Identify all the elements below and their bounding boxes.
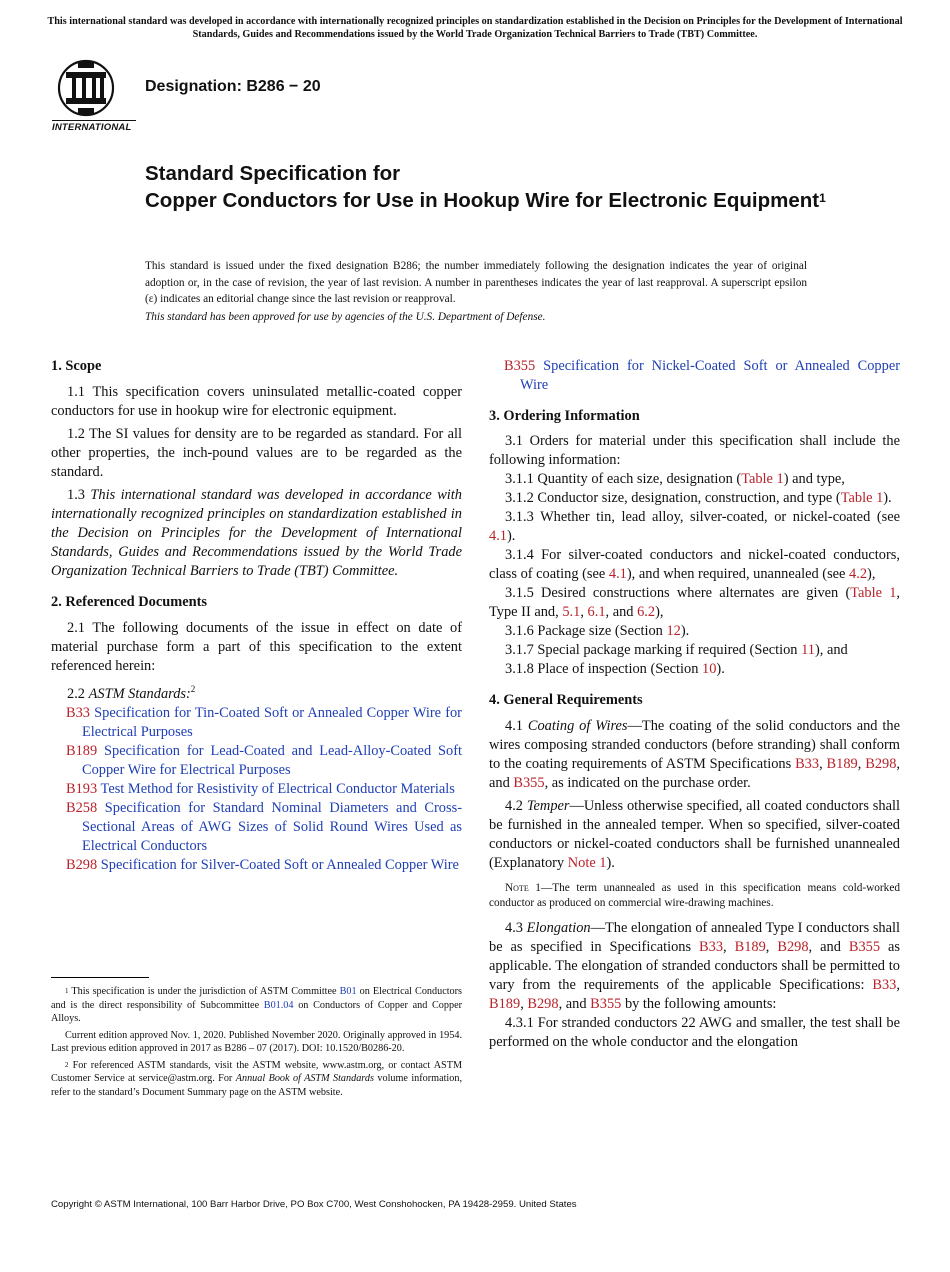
ref-title-link[interactable]: Specification for Standard Nominal Diameters and Cross-Sectional Areas of AWG Sizes of Solid Round Wires Used as Electrical Conductors	[82, 799, 462, 854]
designation: Designation: B286 − 20	[145, 78, 321, 95]
section-11-link[interactable]: 11	[801, 642, 815, 658]
dod-approval-note: This standard has been approved for use by agencies of the U.S. Department of Defense.	[145, 311, 546, 323]
para-4-2: 4.2 Temper—Unless otherwise specified, all coated conductors shall be furnished in the annealed temper. When so specified, silver-coated conductors or nickel-coated conductors shall be furnished unannealed (Explanatory Note 1).	[489, 798, 900, 871]
title-line-1: Standard Specification for	[145, 162, 401, 185]
copyright-notice: Copyright © ASTM International, 100 Barr Harbor Drive, PO Box C700, West Conshohocken, PA 19428-2959. United States	[51, 1199, 577, 1210]
footnote-1: $^1$ This specification is under the jurisdiction of ASTM Committee B01 on Electrical Conductors and is the direct responsibility of Subcommittee B01.04 on Conductors of Copper and Copper Alloys.	[51, 986, 463, 1024]
section-6-1-link[interactable]: 6.1	[587, 604, 606, 620]
header-note: This international standard was developed in accordance with internationally recognized principles on standardization established in the Decision on Principles for the Development of International Standards, Guides and Recommendations issued by the World Trade Organization Technical Barriers to Trade (TBT) Committee.	[47, 16, 903, 40]
section-12-link[interactable]: 12	[666, 623, 681, 639]
spec-b355-link[interactable]: B355	[590, 996, 622, 1012]
ref-code-link[interactable]: B298	[66, 856, 98, 873]
spec-b189-link[interactable]: B189	[734, 939, 766, 955]
spec-b355-link[interactable]: B355	[513, 775, 545, 791]
section-6-2-link[interactable]: 6.2	[637, 604, 656, 620]
para-1-2: 1.2 The SI values for density are to be regarded as standard. For all other properties, the inch-pound values are to be regarded as the standard.	[51, 426, 462, 480]
footnote-divider	[51, 977, 149, 978]
ref-item-b193	[51, 780, 462, 799]
para-4-3: 4.3 Elongation—The elongation of annealed Type I conductors shall be as specified in Specifications B33, B189, B298, and B355 as applicable. The elongation of stranded conductors shall be permitted to vary from the requirements of the applicable Specifications: B33, B189, B298, and B355 by the following amounts:	[489, 920, 901, 1012]
right-column	[489, 357, 900, 1052]
footnote-1-edition: Current edition approved Nov. 1, 2020. Published November 2020. Originally approved in 1954. Last previous edition approved in 2017 as B286 – 07 (2017). DOI: 10.1520/B0286-20.	[51, 1029, 462, 1054]
logo-wordmark: INTERNATIONAL	[52, 120, 136, 133]
ref-code-link[interactable]: B258	[66, 799, 98, 816]
ref-item-b355	[489, 357, 900, 395]
ref-item-b258	[51, 799, 462, 856]
para-4-1: 4.1 Coating of Wires—The coating of the solid conductors and the wires composing stranded conductors (before stranding) shall conform to the coating requirements of ASTM Specifications B33, B189, B298, and B355, as indicated on the purchase order.	[489, 718, 901, 791]
ref-title-link[interactable]: Specification for Lead-Coated and Lead-Alloy-Coated Soft Copper Wire for Electrical Purposes	[82, 742, 462, 778]
table-1-link[interactable]: Table 1	[850, 585, 897, 601]
para-3-1-4: 3.1.4 For silver-coated conductors and nickel-coated conductors, class of coating (see 4.1), and when required, unannealed (see 4.2),	[489, 547, 900, 582]
ref-code-link[interactable]: B193	[66, 780, 98, 797]
para-2-1: 2.1 The following documents of the issue in effect on date of material purchase form a part of this specification to the extent referenced herein:	[51, 620, 462, 674]
left-column	[51, 357, 462, 875]
title-footnote-mark: 1	[819, 191, 826, 205]
section-4-2-link[interactable]: 4.2	[849, 566, 868, 582]
para-2-2: 2.2 ASTM Standards:$^2$	[67, 684, 196, 702]
title-line-2: Copper Conductors for Use in Hookup Wire for Electronic Equipment$^1$	[145, 189, 826, 212]
para-1-1: 1.1 This specification covers uninsulated metallic-coated copper conductors for use in hookup wire for electronic equipment.	[51, 384, 462, 419]
footnotes	[51, 985, 462, 1102]
spec-b189-link[interactable]: B189	[826, 756, 858, 772]
ref-item-b189	[51, 742, 462, 780]
para-3-1-6: 3.1.6 Package size (Section 12).	[505, 623, 690, 639]
committee-link[interactable]: B01	[339, 986, 357, 997]
spec-b189-link[interactable]: B189	[489, 996, 521, 1012]
spec-b298-link[interactable]: B298	[527, 996, 559, 1012]
section-heading-general-requirements: 4. General Requirements	[489, 692, 643, 708]
note-1: Note 1—The term unannealed as used in this specification means cold-worked conductor as produced on commercial wire-drawing machines.	[489, 882, 900, 909]
para-3-1-7: 3.1.7 Special package marking if required (Section 11), and	[505, 642, 848, 658]
para-3-1-2: 3.1.2 Conductor size, designation, construction, and type (Table 1).	[505, 490, 892, 506]
table-1-link[interactable]: Table 1	[741, 471, 784, 487]
section-heading-referenced-documents: 2. Referenced Documents	[51, 594, 207, 610]
footnote-2: $^2$ For referenced ASTM standards, visit the ASTM website, www.astm.org, or contact ASTM Customer Service at service@astm.org. For Annual Book of ASTM Standards volume information, refer to the standard’s Document Summary page on the ASTM website.	[51, 1059, 463, 1098]
page-title	[145, 160, 845, 214]
section-10-link[interactable]: 10	[702, 661, 717, 677]
spec-b33-link[interactable]: B33	[795, 756, 820, 772]
astm-logo	[52, 58, 136, 134]
ref-code-link[interactable]: B355	[504, 358, 536, 374]
spec-b355-link[interactable]: B355	[848, 939, 881, 955]
table-1-link[interactable]: Table 1	[840, 490, 884, 506]
ref-title-link[interactable]: Specification for Nickel-Coated Soft or Annealed Copper Wire	[520, 358, 900, 393]
ref-title-link[interactable]: Specification for Tin-Coated Soft or Annealed Copper Wire for Electrical Purposes	[82, 704, 462, 740]
note-1-link[interactable]: Note 1	[567, 855, 607, 871]
para-1-3: 1.3 This international standard was developed in accordance with internationally recognized principles on standardization established in the Decision on Principles for the Development of International Standards, Guides and Recommendations issued by the World Trade Organization Technical Barriers to Trade (TBT) Committee.	[51, 487, 462, 579]
para-4-3-1: 4.3.1 For stranded conductors 22 AWG and smaller, the test shall be performed on the whole conductor and the elongation	[489, 1015, 900, 1050]
issuance-note: This standard is issued under the fixed designation B286; the number immediately following the designation indicates the year of original adoption or, in the case of revision, the year of last revision. A number in parentheses indicates the year of last reapproval. A superscript epsilon (ε) indicates an editorial change since the last revision or reapproval.	[145, 260, 807, 305]
para-3-1-8: 3.1.8 Place of inspection (Section 10).	[505, 661, 725, 677]
para-3-1-3: 3.1.3 Whether tin, lead alloy, silver-coated, or nickel-coated (see 4.1).	[489, 509, 900, 544]
section-5-1-link[interactable]: 5.1	[562, 604, 581, 620]
spec-b33-link[interactable]: B33	[699, 939, 724, 955]
spec-b298-link[interactable]: B298	[777, 939, 809, 955]
ref-title-link[interactable]: Test Method for Resistivity of Electrical Conductor Materials	[100, 780, 455, 797]
ref-item-b33	[51, 704, 462, 742]
spec-b298-link[interactable]: B298	[865, 756, 897, 772]
ref-item-b298	[51, 856, 462, 875]
spec-b33-link[interactable]: B33	[872, 977, 897, 993]
ref-code-link[interactable]: B189	[66, 742, 98, 759]
section-4-1-link[interactable]: 4.1	[608, 566, 627, 582]
para-3-1-1: 3.1.1 Quantity of each size, designation (Table 1) and type,	[505, 471, 845, 487]
ref-code-link[interactable]: B33	[66, 704, 90, 721]
para-3-1-5: 3.1.5 Desired constructions where alternates are given (Table 1, Type II and, 5.1, 6.1, and 6.2),	[489, 585, 901, 620]
section-heading-ordering: 3. Ordering Information	[489, 408, 640, 424]
para-3-1: 3.1 Orders for material under this specification shall include the following information:	[489, 433, 900, 468]
section-heading-scope: 1. Scope	[51, 358, 102, 374]
section-4-1-link[interactable]: 4.1	[489, 528, 507, 544]
subcommittee-link[interactable]: B01.04	[263, 999, 294, 1011]
ref-title-link[interactable]: Specification for Silver-Coated Soft or Annealed Copper Wire	[100, 856, 459, 873]
